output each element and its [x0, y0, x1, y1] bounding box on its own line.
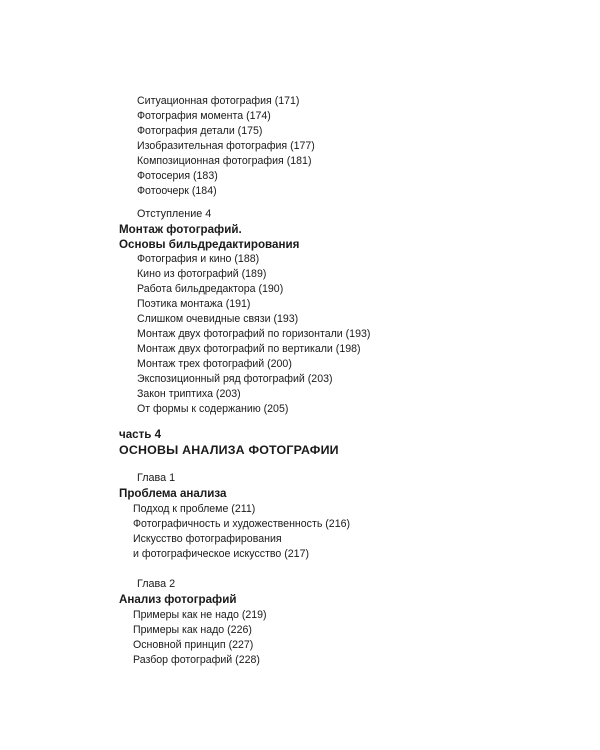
toc-entry: Примеры как не надо (219): [133, 609, 267, 621]
toc-entry: Фотография момента (174): [137, 110, 271, 122]
chapter-label: Глава 2: [137, 578, 176, 590]
toc-entry: Подход к проблеме (211): [133, 503, 256, 515]
toc-entry: Основной принцип (227): [133, 639, 254, 651]
toc-entry: Фотография детали (175): [137, 125, 263, 137]
toc-entry: Изобразительная фотография (177): [137, 140, 315, 152]
toc-entry: Ситуационная фотография (171): [137, 95, 300, 107]
toc-entry: Фотографичность и художественность (216): [133, 518, 351, 530]
toc-entry: Закон триптиха (203): [137, 388, 241, 400]
toc-entry: От формы к содержанию (205): [137, 403, 289, 415]
toc-entry: Фотосерия (183): [137, 170, 218, 182]
toc-entry: Монтаж двух фотографий по горизонтали (193): [137, 328, 371, 340]
toc-entry: Композиционная фотография (181): [137, 155, 312, 167]
toc-entry: Разбор фотографий (228): [133, 654, 260, 666]
digression-title-line2: Основы бильдредактирования: [119, 238, 300, 251]
chapter-label: Глава 1: [137, 472, 176, 484]
toc-entry: Экспозиционный ряд фотографий (203): [137, 373, 333, 385]
chapter-title: Анализ фотографий: [119, 593, 237, 606]
chapter-title: Проблема анализа: [119, 487, 227, 500]
part-title: ОСНОВЫ АНАЛИЗА ФОТОГРАФИИ: [119, 443, 339, 457]
toc-entry: Примеры как надо (226): [133, 624, 252, 636]
toc-entry: Фотоочерк (184): [137, 185, 217, 197]
digression-title-line1: Монтаж фотографий.: [119, 223, 242, 236]
toc-entry: Слишком очевидные связи (193): [137, 313, 299, 325]
toc-entry: Монтаж трех фотографий (200): [137, 358, 292, 370]
toc-entry: Искусство фотографирования: [133, 533, 282, 545]
digression-label: Отступление 4: [137, 208, 212, 220]
part-label: часть 4: [119, 428, 162, 441]
toc-entry: Поэтика монтажа (191): [137, 298, 251, 310]
toc-entry: Кино из фотографий (189): [137, 268, 267, 280]
toc-entry: и фотографическое искусство (217): [133, 548, 309, 560]
toc-entry: Фотография и кино (188): [137, 253, 260, 265]
toc-entry: Монтаж двух фотографий по вертикали (198): [137, 343, 361, 355]
toc-entry: Работа бильдредактора (190): [137, 283, 284, 295]
